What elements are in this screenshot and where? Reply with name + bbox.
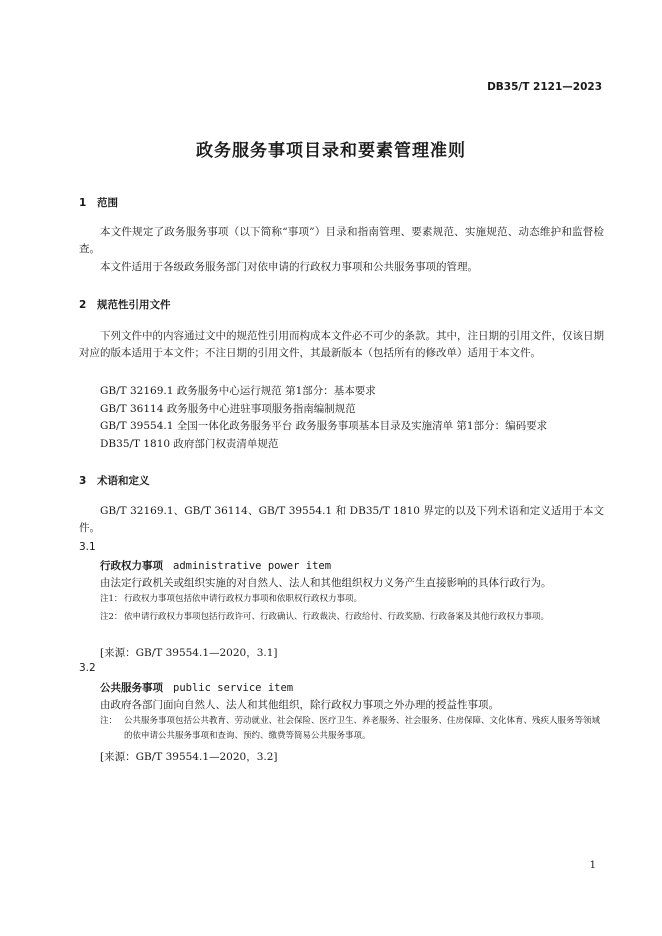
- section-number: 2: [79, 299, 87, 311]
- normative-reference: GB/T 36114 政务服务中心进驻事项服务指南编制规范: [100, 403, 356, 415]
- normative-reference: GB/T 39554.1 全国一体化政务服务平台 政务服务事项基本目录及实施清单 第1部分：编码要求: [100, 420, 548, 432]
- term-chinese: 行政权力事项: [100, 560, 163, 572]
- section-number: 1: [79, 197, 87, 209]
- section-number: 3: [79, 475, 87, 487]
- page-number: 1: [589, 860, 596, 871]
- term-heading: [100, 558, 331, 573]
- term-english: administrative power item: [173, 560, 332, 572]
- term-definition: 由政府各部门面向自然人、法人和其他组织，除行政权力事项之外办理的授益性事项。: [100, 699, 499, 711]
- section-1-heading: [79, 195, 118, 210]
- document-title: 政务服务事项目录和要素管理准则: [196, 141, 466, 161]
- section-2-heading: [79, 297, 171, 312]
- term-chinese: 公共服务事项: [100, 682, 163, 694]
- normative-reference: DB35/T 1810 政府部门权责清单规范: [100, 438, 279, 450]
- section-3-heading: [79, 473, 150, 488]
- note-text: 公共服务事项包括公共教育、劳动就业、社会保险、医疗卫生、养老服务、社会服务、住房保障、文化体育、残疾人服务等领域的依申请公共服务事项和查询、预约、缴费等简易公共服务事项。: [124, 716, 601, 741]
- term-source: [来源：GB/T 39554.1—2020，3.2]: [100, 751, 278, 763]
- note-label: 注1：: [100, 594, 123, 604]
- normative-reference: GB/T 32169.1 政务服务中心运行规范 第1部分：基本要求: [100, 385, 376, 397]
- section-1-paragraph-2: 本文件适用于各级政务服务部门对依申请的行政权力事项和公共服务事项的管理。: [100, 261, 478, 273]
- term-number: 3.1: [79, 541, 96, 553]
- term-source: [来源：GB/T 39554.1—2020，3.1]: [100, 647, 278, 659]
- section-2-paragraph: 下列文件中的内容通过文中的规范性引用而构成本文件必不可少的条款。其中，注日期的引用文件，仅该日期对应的版本适用于本文件；不注日期的引用文件，其最新版本（包括所有的修改单）适用于本文件。: [79, 330, 604, 359]
- term-english: public service item: [173, 682, 294, 694]
- term-number: 3.2: [79, 662, 96, 674]
- term-definition: 由法定行政机关或组织实施的对自然人、法人和其他组织权力义务产生直接影响的具体行政行为。: [100, 577, 552, 589]
- note-text: 依申请行政权力事项包括行政许可、行政确认、行政裁决、行政给付、行政奖励、行政备案及其他行政权力事项。: [124, 612, 550, 622]
- note-label: 注：: [100, 716, 118, 726]
- term-heading: [100, 680, 293, 695]
- section-3-paragraph: GB/T 32169.1、GB/T 36114、GB/T 39554.1 和 DB35/T 1810 界定的以及下列术语和定义适用于本文件。: [79, 505, 604, 534]
- section-title: 术语和定义: [97, 475, 150, 487]
- section-title: 规范性引用文件: [97, 299, 171, 311]
- section-title: 范围: [97, 197, 118, 209]
- standard-number: DB35/T 2121—2023: [487, 81, 602, 93]
- section-1-paragraph-1: 本文件规定了政务服务事项（以下简称“事项”）目录和指南管理、要素规范、实施规范、动态维护和监督检查。: [79, 226, 604, 255]
- note-label: 注2：: [100, 612, 123, 622]
- note-text: 行政权力事项包括依申请行政权力事项和依职权行政权力事项。: [124, 594, 363, 604]
